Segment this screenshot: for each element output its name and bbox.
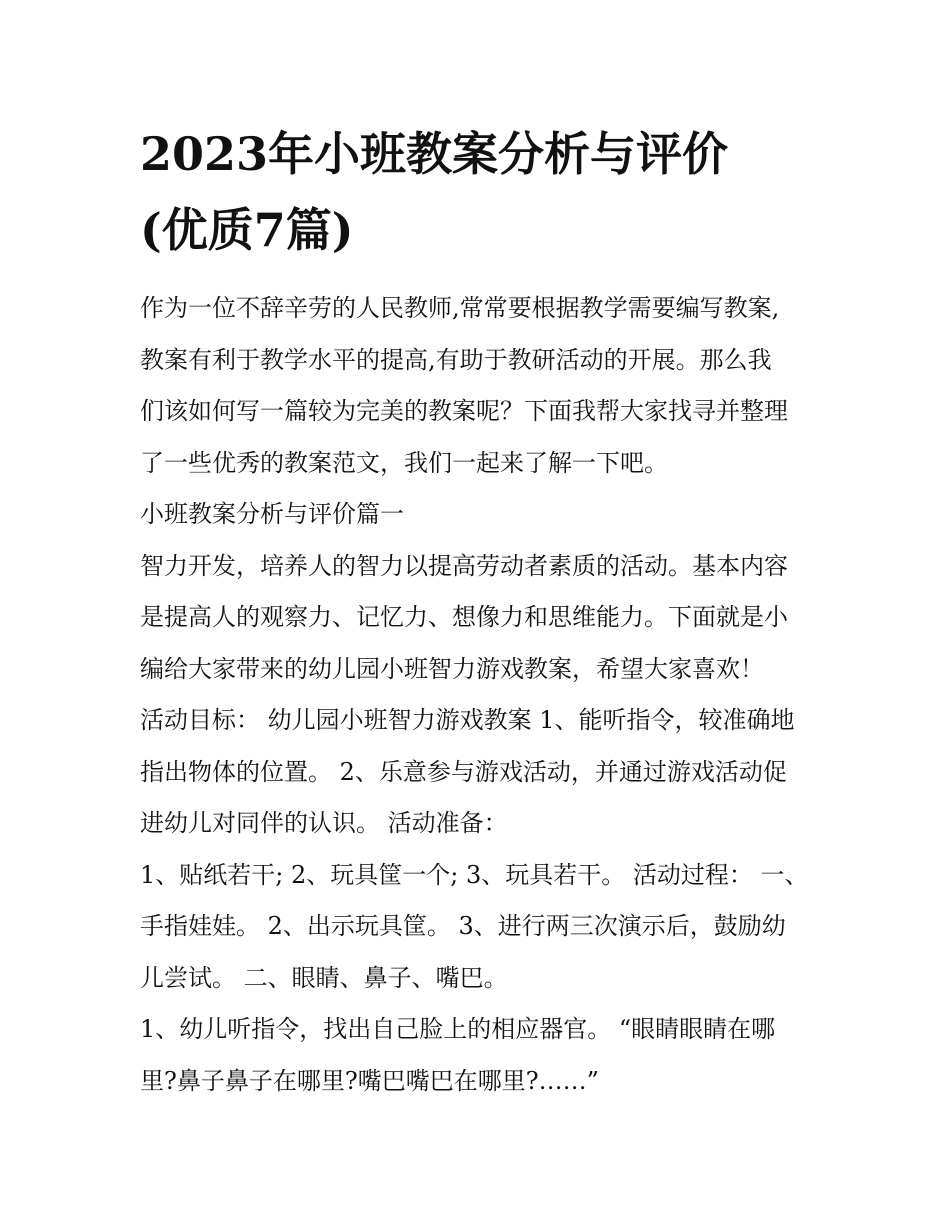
body-line-6: 进幼儿对同伴的认识。 活动准备： bbox=[140, 809, 508, 837]
intro-line-3: 们该如何写一篇较为完美的教案呢？下面我帮大家找寻并整理 bbox=[140, 397, 788, 425]
body-line-3: 编给大家带来的幼儿园小班智力游戏教案，希望大家喜欢！ bbox=[140, 654, 764, 683]
body-line-7: 1、贴纸若干; 2、玩具筐一个; 3、玩具若干。 活动过程： 一、 bbox=[140, 860, 809, 889]
body-line-10: 1、幼儿听指令，找出自己脸上的相应器官。 “眼睛眼睛在哪 bbox=[140, 1015, 776, 1043]
body-line-2: 是提高人的观察力、记忆力、想像力和思维能力。下面就是小 bbox=[140, 603, 788, 631]
document-title bbox=[140, 116, 840, 268]
body-line-4: 活动目标： 幼儿园小班智力游戏教案 1、能听指令，较准确地 bbox=[140, 706, 795, 734]
body-line-8: 手指娃娃。 2、出示玩具筐。 3、进行两三次演示后，鼓励幼 bbox=[140, 912, 786, 940]
body-line-1: 智力开发，培养人的智力以提高劳动者素质的活动。基本内容 bbox=[140, 551, 788, 580]
title-line-1: 2023年小班教案分析与评价 bbox=[140, 127, 729, 181]
body-line-5: 指出物体的位置。 2、乐意参与游戏活动，并通过游戏活动促 bbox=[140, 757, 787, 786]
body-line-9: 儿尝试。 二、眼睛、鼻子、嘴巴。 bbox=[140, 963, 508, 992]
intro-line-2: 教案有利于教学水平的提高,有助于教研活动的开展。那么我 bbox=[140, 345, 772, 374]
intro-line-4: 了一些优秀的教案范文，我们一起来了解一下吧。 bbox=[140, 448, 668, 477]
document-body bbox=[140, 283, 820, 1107]
intro-line-1: 作为一位不辞辛劳的人民教师,常常要根据教学需要编写教案, bbox=[140, 294, 780, 322]
section-heading: 小班教案分析与评价篇一 bbox=[140, 500, 404, 528]
title-line-2: (优质7篇) bbox=[140, 203, 354, 257]
body-line-11: 里?鼻子鼻子在哪里?嘴巴嘴巴在哪里?……” bbox=[140, 1066, 599, 1095]
